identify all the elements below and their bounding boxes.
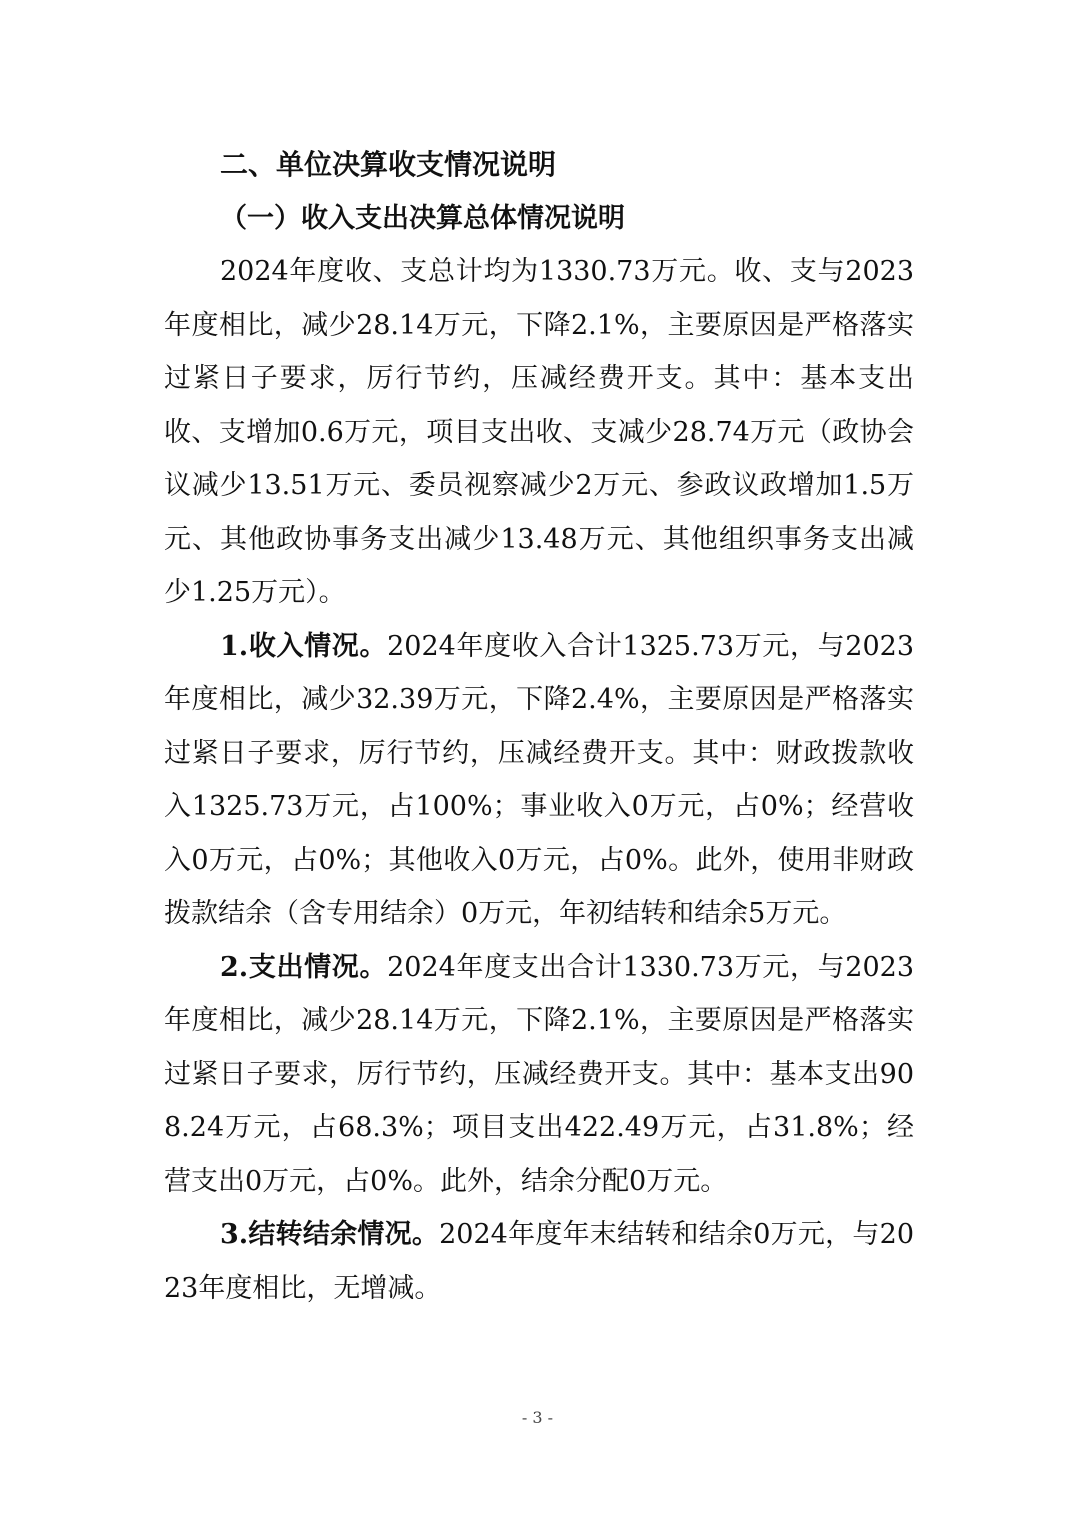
section-heading: 二、单位决算收支情况说明 — [220, 148, 557, 181]
carryover-lead: 3.结转结余情况。 — [220, 1219, 440, 1250]
expense-text: 2024年度支出合计1330.73万元，与2023年度相比，减少28.14万元，下降2.1%，主要原因是严格落实过紧日子要求，厉行节约，压减经费开支。其中：基本支出908.24万元，占68.3%；项目支出422.49万元，占31.8%；经营支出0万元，占0%。此外，结余分配0万元。 — [164, 951, 915, 1197]
expense-lead: 2.支出情况。 — [220, 951, 388, 983]
subsection-heading: （一）收入支出决算总体情况说明 — [220, 202, 625, 234]
income-lead: 1.收入情况。 — [220, 630, 388, 662]
overview-paragraph: 2024年度收、支总计均为1330.73万元。收、支与2023年度相比，减少28.14万元，下降2.1%，主要原因是严格落实过紧日子要求，厉行节约，压减经费开支。其中：基本支出收、支增加0.6万元，项目支出收、支减少28.74万元（政协会议减少13.51万元、委员视察减少2万元、参政议政增加1.5万元、其他政协事务支出减少13.48万元、其他组织事务支出减少1.25万元）。 — [164, 256, 914, 608]
expense-paragraph — [164, 941, 914, 1209]
page-number: - 3 - — [521, 1408, 554, 1427]
carryover-text: 2024年度年末结转和结余0万元，与2023年度相比，无增减。 — [164, 1219, 914, 1304]
income-text: 2024年度收入合计1325.73万元，与2023年度相比，减少32.39万元，下降2.4%，主要原因是严格落实过紧日子要求，厉行节约，压减经费开支。其中：财政拨款收入1325.73万元，占100%；事业收入0万元，占0%；经营收入0万元，占0%；其他收入0万元，占0%。此外，使用非财政拨款结余（含专用结余）0万元，年初结转和结余5万元。 — [164, 630, 915, 929]
income-paragraph — [164, 620, 914, 941]
document-body — [164, 138, 914, 1315]
carryover-paragraph — [164, 1208, 914, 1315]
